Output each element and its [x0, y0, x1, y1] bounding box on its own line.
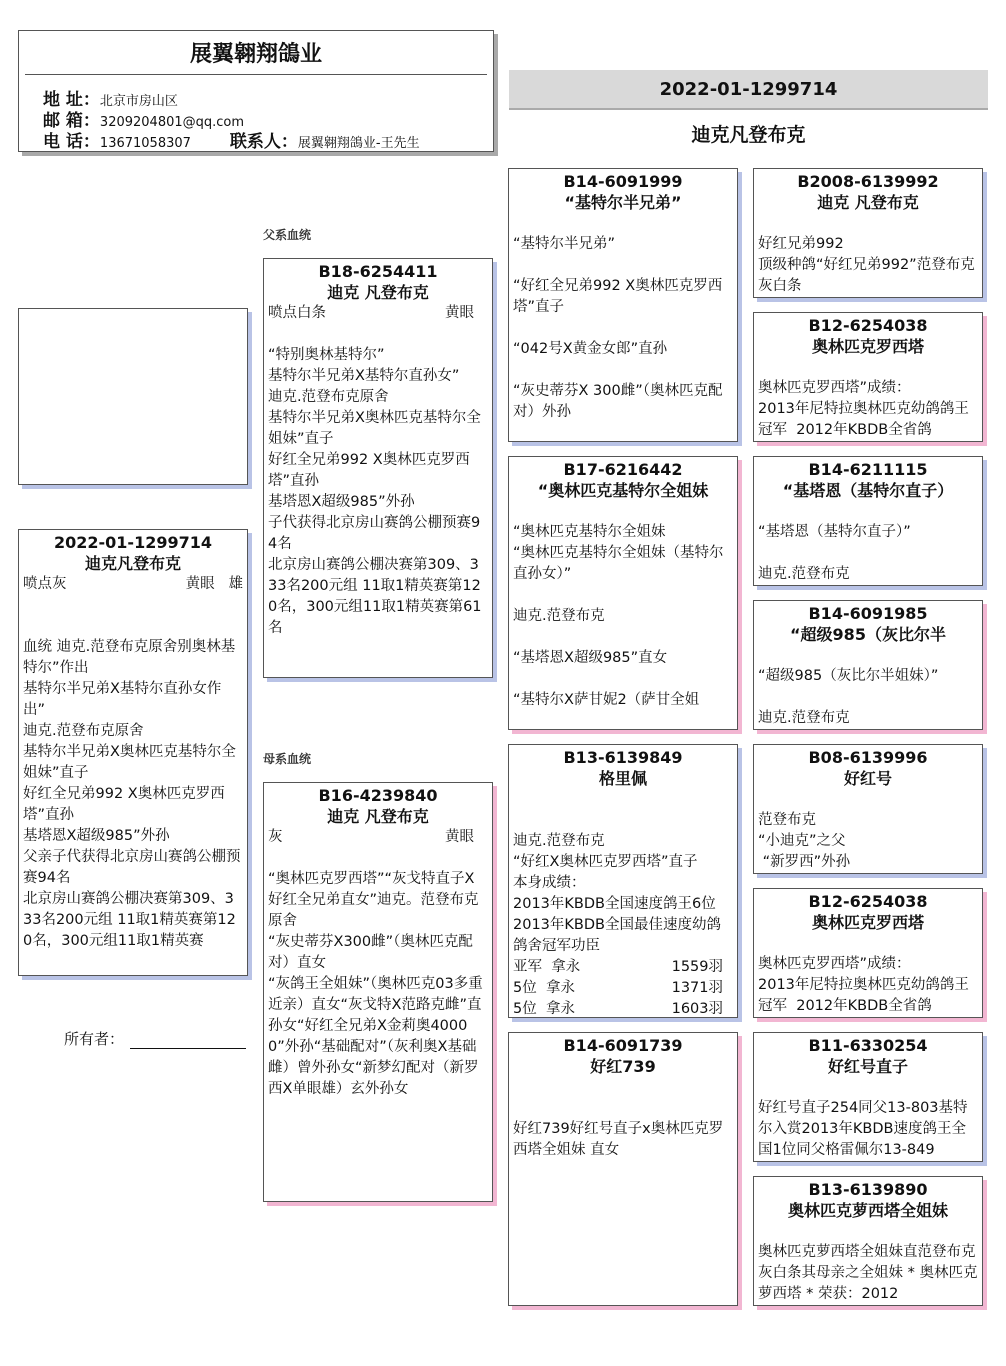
dam-name: 迪克 凡登布克 — [327, 807, 429, 826]
sire-traits — [264, 303, 492, 324]
gen4-notes: 奥林匹克萝西塔全姐妹直范登布克灰白条其母亲之全姐妹 * 奥林匹克萝西塔 * 荣获：2012 — [758, 1244, 978, 1302]
gen4-notes: 好红号直子254同父13-803基特尔入赏2013年KBDB速度鸽王全国1位同父格雷佩尔13-849 — [758, 1100, 968, 1158]
sire-eye: 黄眼 — [445, 305, 474, 321]
owner-label: 所有者： — [64, 1030, 125, 1048]
gen3-ring: B14-6091999 — [563, 172, 683, 191]
race-result-row — [509, 999, 737, 1018]
gen4-name: 好红号直子 — [827, 1057, 908, 1076]
gen4-name: “基塔恩（基特尔直子） — [782, 481, 954, 500]
race-result-row — [509, 978, 737, 999]
gen4-notes: 奥林匹克罗西塔”成绩： 2013年尼特拉奥林匹克幼鸽鸽王冠军 2012年KBDB全省鸽 — [758, 380, 969, 438]
gen4-name: 奥林匹克萝西塔全姐妹 — [787, 1201, 948, 1220]
gen4-name: 奥林匹克罗西塔 — [811, 337, 924, 356]
pedigree-bird-name: 迪克凡登布克 — [691, 124, 806, 146]
gen4-notes: 好红兄弟992 顶级种鸽“好红兄弟992”范登布克 灰白条 — [758, 236, 975, 294]
subject-ring: 2022-01-1299714 — [53, 533, 212, 552]
gen4-notes: “超级985（灰比尔半姐妹）” 迪克.范登布克 — [758, 668, 939, 726]
sire-ring: B18-6254411 — [318, 262, 438, 281]
owner-signature-line — [130, 1035, 246, 1049]
subject-card — [18, 529, 248, 976]
gen3-name: 好红739 — [590, 1057, 656, 1076]
address-value: 北京市房山区 — [99, 94, 178, 109]
gen4-name: “超级985（灰比尔半 — [790, 625, 946, 644]
gen4-notes: 奥林匹克罗西塔”成绩： 2013年尼特拉奥林匹克幼鸽鸽王冠军 2012年KBDB全省鸽 — [758, 956, 969, 1014]
sire-notes: “特别奥林基特尔” 基特尔半兄弟X基特尔直孙女” 迪克.范登布克原舍 基特尔半兄弟X奥林匹克基特尔全姐妹”直子 好红全兄弟992 X奥林匹克罗西塔”直孙 基塔恩X超级985”外孙 子代获得北京房山赛鸽公棚预赛94名 北京房山赛鸽公棚决赛第309、333名200元组 11取1精英赛第120名，300元组11取1精英赛第61名 — [268, 347, 482, 636]
subject-eye-sex: 黄眼 雄 — [185, 576, 243, 592]
gen4-card — [753, 1032, 983, 1162]
gen3-notes: 好红739好红号直子x奥林匹克罗西塔全姐妹 直女 — [513, 1121, 724, 1158]
granddam-maternal-card — [508, 1032, 738, 1306]
gen4-card — [753, 1176, 983, 1306]
gen4-card — [753, 168, 983, 298]
gen4-ring: B13-6139890 — [808, 1180, 928, 1199]
subject-traits — [19, 574, 247, 595]
race-rank: 亚军 拿永 — [513, 959, 581, 975]
dam-card — [263, 782, 493, 1202]
sire-color: 喷点白条 — [268, 305, 326, 321]
dam-ring: B16-4239840 — [318, 786, 438, 805]
gen4-card — [753, 744, 983, 874]
phone-value[interactable]: 13671058307 — [99, 136, 191, 151]
gen3-ring: B17-6216442 — [563, 460, 683, 479]
gen4-ring: B08-6139996 — [808, 748, 928, 767]
gen4-ring: B14-6211115 — [808, 460, 928, 479]
gen4-name: 好红号 — [843, 769, 892, 788]
dam-color: 灰 — [268, 829, 283, 845]
contact-value: 展翼翱翔鴿业-王先生 — [297, 136, 420, 151]
race-result-row — [509, 957, 737, 978]
race-birds: 1603羽 — [671, 1001, 723, 1017]
header-divider — [25, 74, 487, 75]
phone-label: 电 话： — [43, 132, 100, 152]
sire-name: 迪克 凡登布克 — [327, 283, 429, 302]
gen3-notes: 迪克.范登布克 “好红X奥林匹克罗西塔”直子 本身成绩： 2013年KBDB全国速度鸽王6位 2013年KBDB全国最佳速度幼鸽鸽舍冠军功臣 — [513, 833, 721, 954]
breeder-name: 展翼翱翔鴿业 — [189, 42, 322, 67]
gen4-ring: B12-6254038 — [808, 892, 928, 911]
gen3-ring: B13-6139849 — [563, 748, 683, 767]
gen4-ring: B2008-6139992 — [797, 172, 939, 191]
contact-label: 联系人： — [229, 132, 298, 152]
address-label: 地 址： — [43, 90, 100, 110]
race-rank: 5位 拿永 — [513, 980, 575, 996]
race-rank: 5位 拿永 — [513, 1001, 575, 1017]
subject-notes: 血统 迪克.范登布克原舍别奥林基特尔”作出 基特尔半兄弟X基特尔直孙女作出” 迪克.范登布克原舍 基特尔半兄弟X奥林匹克基特尔全姐妹”直子 好红全兄弟992 X奥林匹克罗西塔”直孙 基塔恩X超级985”外孙 父亲子代获得北京房山赛鸽公棚预赛94名 北京房山赛鸽公棚决赛第309、333名200元组 11取1精英赛第120名，300元组11取1精英赛 — [23, 639, 241, 949]
dam-line-label: 母系血统 — [263, 752, 312, 766]
gen4-name: 奥林匹克罗西塔 — [811, 913, 924, 932]
grandsire-maternal-card — [508, 744, 738, 1018]
gen4-notes: “基塔恩（基特尔直子）” 迪克.范登布克 — [758, 524, 911, 582]
gen4-notes: 范登布克 “小迪克”之父 “新罗西”外孙 — [758, 812, 851, 870]
gen3-ring: B14-6091739 — [563, 1036, 683, 1055]
email-value[interactable]: 3209204801@qq.com — [99, 115, 245, 130]
dam-notes: “奥林匹克罗西塔”“灰戈特直子X好红全兄弟直女”迪克。范登布克原舍 “灰史蒂芬X300雌”（奥林匹克配对）直女 “灰鸽王全姐妹”（奥林匹克03多重近亲）直女“灰戈特X范路克雌”直孙女“好红全兄弟X金莉奥40000”外孙“基础配对”（灰利奥X基础雌）曾外孙女“新梦幻配对（新罗西X单眼雄）玄外孙女 — [268, 871, 483, 1097]
gen3-name: 格里佩 — [598, 769, 647, 788]
gen4-ring: B11-6330254 — [808, 1036, 928, 1055]
sire-line-label: 父系血统 — [263, 228, 312, 242]
phone-row — [43, 127, 420, 152]
breeder-header — [18, 30, 494, 152]
pedigree-ring-banner: 2022-01-1299714 — [509, 70, 988, 110]
email-label: 邮 箱： — [43, 111, 100, 131]
bird-photo — [18, 308, 248, 485]
gen4-card — [753, 456, 983, 586]
race-birds: 1371羽 — [671, 980, 723, 996]
race-birds: 1559羽 — [671, 959, 723, 975]
gen3-name: “奥林匹克基特尔全姐妹 — [537, 481, 709, 500]
owner-field — [64, 1028, 246, 1049]
gen4-card — [753, 312, 983, 442]
gen3-notes: “基特尔半兄弟” “好红全兄弟992 X奥林匹克罗西塔”直子 “042号X黄金女郎”直孙 “灰史蒂芬X 300雌”（奥林匹克配对）外孙 — [513, 236, 723, 420]
gen4-ring: B14-6091985 — [808, 604, 928, 623]
gen3-name: “基特尔半兄弟” — [564, 193, 682, 212]
grandsire-paternal-card — [508, 168, 738, 442]
gen4-card — [753, 888, 983, 1018]
gen4-name: 迪克 凡登布克 — [817, 193, 919, 212]
gen4-card — [753, 600, 983, 730]
dam-traits — [264, 827, 492, 848]
gen3-notes: “奥林匹克基特尔全姐妹 “奥林匹克基特尔全姐妹（基特尔直孙女）” 迪克.范登布克 “基塔恩X超级985”直女 “基特尔X萨甘妮2（萨甘全姐 — [513, 524, 724, 708]
dam-eye: 黄眼 — [445, 829, 474, 845]
gen4-ring: B12-6254038 — [808, 316, 928, 335]
granddam-paternal-card — [508, 456, 738, 730]
subject-name: 迪克凡登布克 — [84, 554, 181, 573]
sire-card — [263, 258, 493, 678]
subject-color: 喷点灰 — [23, 576, 67, 592]
